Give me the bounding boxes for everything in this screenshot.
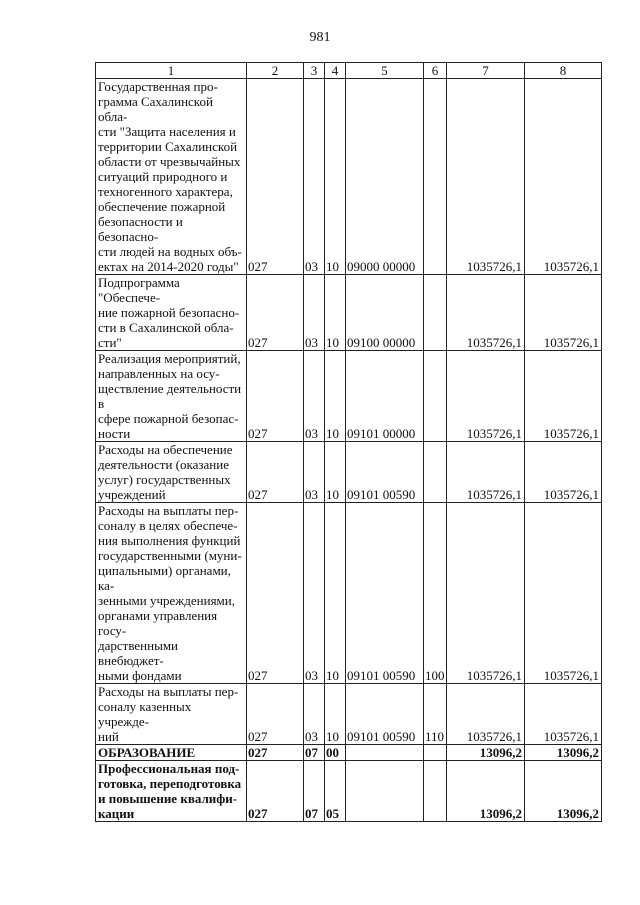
table-row (96, 351, 602, 442)
row-name: Расходы на выплаты пер- соналу казенных учрежде- ний (96, 684, 247, 745)
amount-col7: 1035726,1 (447, 275, 525, 351)
expense-type-code (424, 79, 447, 275)
table-row (96, 745, 602, 761)
row-name: Государственная про- грамма Сахалинской обла- сти "Защита населения и территории Сахалинской области от чрезвычайных ситуаций природного и техногенного характера, обеспечение пожарной безопасности и безопасно- сти людей на водных объ- ектах на 2014-2020 годы" (96, 79, 247, 275)
amount-col7: 1035726,1 (447, 442, 525, 503)
ministry-code: 027 (247, 351, 304, 442)
amount-col7: 1035726,1 (447, 684, 525, 745)
ministry-code: 027 (247, 275, 304, 351)
table-row (96, 761, 602, 822)
column-header: 1 (96, 63, 247, 79)
table-row (96, 442, 602, 503)
column-header: 3 (304, 63, 325, 79)
row-name: Реализация мероприятий, направленных на осу- ществление деятельности в сфере пожарной безопас- ности (96, 351, 247, 442)
expense-type-code (424, 761, 447, 822)
amount-col7: 13096,2 (447, 761, 525, 822)
column-header: 8 (525, 63, 602, 79)
target-article-code (346, 761, 424, 822)
amount-col8: 1035726,1 (525, 684, 602, 745)
subsection-code: 00 (325, 745, 346, 761)
table-row (96, 684, 602, 745)
target-article-code: 09101 00590 (346, 442, 424, 503)
expense-type-code (424, 351, 447, 442)
column-header: 7 (447, 63, 525, 79)
expense-type-code: 110 (424, 684, 447, 745)
row-name: Профессиональная под- готовка, переподготовка и повышение квалифи- кации (96, 761, 247, 822)
column-header: 5 (346, 63, 424, 79)
amount-col8: 1035726,1 (525, 351, 602, 442)
section-code: 03 (304, 275, 325, 351)
amount-col7: 1035726,1 (447, 79, 525, 275)
section-code: 03 (304, 79, 325, 275)
budget-table (95, 62, 602, 822)
table-row (96, 79, 602, 275)
column-number-row (96, 63, 602, 79)
section-code: 07 (304, 761, 325, 822)
row-name: Расходы на обеспечение деятельности (оказание услуг) государственных учреждений (96, 442, 247, 503)
target-article-code: 09101 00590 (346, 684, 424, 745)
subsection-code: 05 (325, 761, 346, 822)
column-header: 2 (247, 63, 304, 79)
amount-col8: 1035726,1 (525, 79, 602, 275)
subsection-code: 10 (325, 275, 346, 351)
table-row (96, 275, 602, 351)
ministry-code: 027 (247, 684, 304, 745)
table-row (96, 503, 602, 684)
expense-type-code: 100 (424, 503, 447, 684)
amount-col8: 1035726,1 (525, 442, 602, 503)
subsection-code: 10 (325, 351, 346, 442)
column-header: 4 (325, 63, 346, 79)
expense-type-code (424, 442, 447, 503)
target-article-code: 09100 00000 (346, 275, 424, 351)
target-article-code: 09101 00000 (346, 351, 424, 442)
page-number: 981 (309, 30, 331, 45)
amount-col7: 13096,2 (447, 745, 525, 761)
amount-col8: 13096,2 (525, 761, 602, 822)
row-name: Подпрограмма "Обеспече- ние пожарной безопасно- сти в Сахалинской обла- сти" (96, 275, 247, 351)
amount-col7: 1035726,1 (447, 351, 525, 442)
subsection-code: 10 (325, 503, 346, 684)
target-article-code: 09101 00590 (346, 503, 424, 684)
target-article-code (346, 745, 424, 761)
row-name: ОБРАЗОВАНИЕ (96, 745, 247, 761)
row-name: Расходы на выплаты пер- соналу в целях обеспече- ния выполнения функций государственными (муни- ципальными) органами, ка- зенными учреждениями, органами управления госу- дарственными внебюджет- ными фондами (96, 503, 247, 684)
section-code: 07 (304, 745, 325, 761)
section-code: 03 (304, 503, 325, 684)
amount-col7: 1035726,1 (447, 503, 525, 684)
column-header: 6 (424, 63, 447, 79)
subsection-code: 10 (325, 684, 346, 745)
ministry-code: 027 (247, 503, 304, 684)
ministry-code: 027 (247, 442, 304, 503)
amount-col8: 1035726,1 (525, 503, 602, 684)
expense-type-code (424, 745, 447, 761)
ministry-code: 027 (247, 761, 304, 822)
ministry-code: 027 (247, 79, 304, 275)
target-article-code: 09000 00000 (346, 79, 424, 275)
amount-col8: 13096,2 (525, 745, 602, 761)
section-code: 03 (304, 442, 325, 503)
expense-type-code (424, 275, 447, 351)
section-code: 03 (304, 351, 325, 442)
subsection-code: 10 (325, 442, 346, 503)
subsection-code: 10 (325, 79, 346, 275)
amount-col8: 1035726,1 (525, 275, 602, 351)
ministry-code: 027 (247, 745, 304, 761)
section-code: 03 (304, 684, 325, 745)
